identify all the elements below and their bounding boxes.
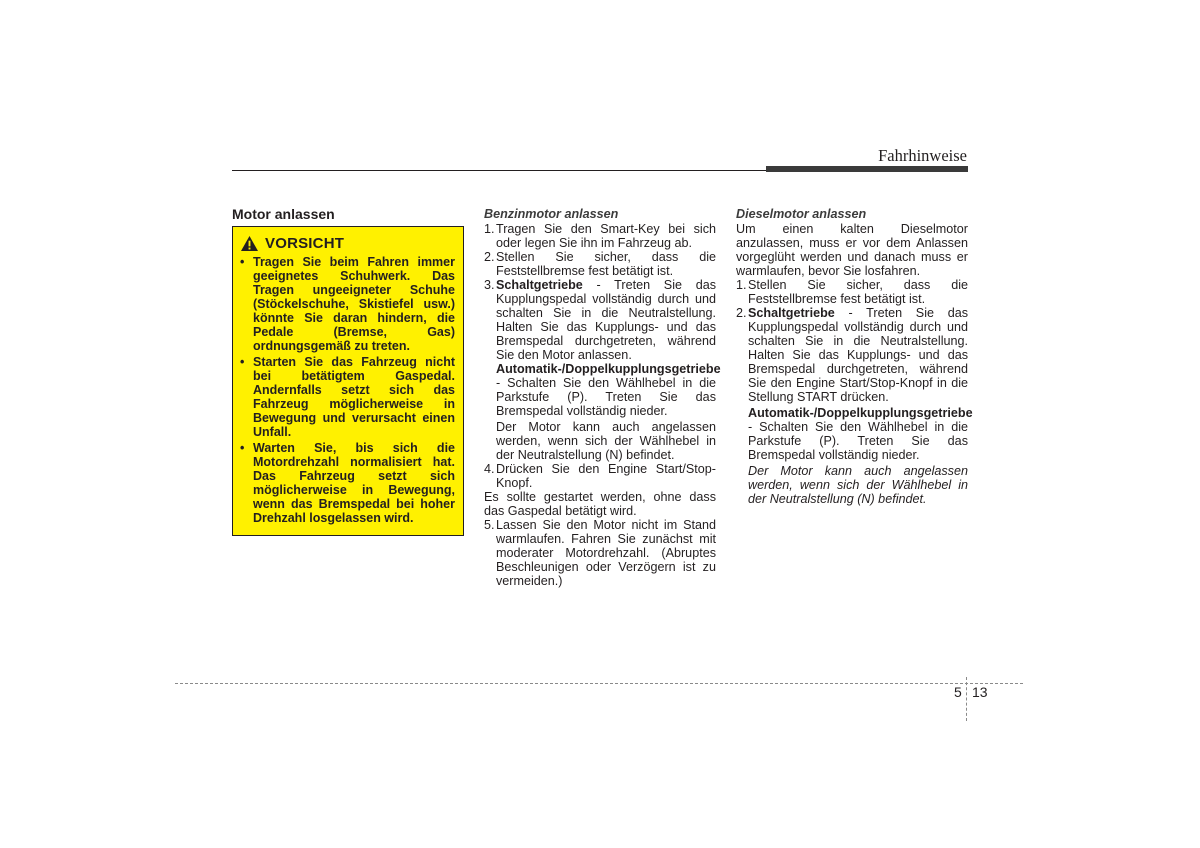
caution-title: VORSICHT [265,234,345,252]
petrol-step-4: 4. Drücken Sie den Engine Start/Stop-Knopf. [484,462,716,490]
petrol-step-1: 1. Tragen Sie den Smart-Key bei sich oder legen Sie ihn im Fahrzeug ab. [484,222,716,250]
automatic-gearbox-label: Automatik-/Doppelkupplungsgetriebe [748,406,973,420]
diesel-automatic: Automatik-/Doppelkupplungsgetriebe - Schalten Sie den Wählhebel in die Parkstufe (P). Treten Sie das Bremspedal vollständig nieder. [748,406,973,462]
page-number: 13 [972,684,988,700]
diesel-step-2: 2. Schaltgetriebe - Treten Sie das Kupplungspedal vollständig durch und schalten Sie in die Neutralstellung. Halten Sie das Kupplungs- und das Bremspedal durchgetreten, während Sie den Engine Start/Stop-Knopf in die Stellung START drücken. [736,306,968,404]
diesel-automatic-note: Der Motor kann auch angelassen werden, wenn sich der Wählhebel in der Neutralstellung (N) befindet. [748,464,968,506]
column-middle [484,207,721,588]
caution-item: • Warten Sie, bis sich die Motordrehzahl normalisiert hat. Das Fahrzeug setzt sich möglicherweise in Bewegung, wenn das Bremspedal bei hoher Drehzahl losgelassen wird. [240,441,455,525]
footer-divider [966,677,967,721]
automatic-gearbox-label: Automatik-/Doppelkupplungsgetriebe [496,362,721,376]
running-header: Fahrhinweise [878,146,967,165]
petrol-note: Es sollte gestartet werden, ohne dass das Gaspedal betätigt wird. [484,490,716,518]
header-rule [232,170,766,171]
column-left [232,207,464,536]
manual-gearbox-label: Schaltgetriebe [748,306,835,320]
caution-list [240,255,455,525]
caution-header [240,235,455,252]
petrol-automatic-note: Der Motor kann auch angelassen werden, wenn sich der Wählhebel in der Neutralstellung (N) befindet. [496,420,716,462]
diesel-subtitle: Dieselmotor anlassen [736,207,867,221]
column-right [736,207,973,506]
footer-rule [175,683,1023,684]
caution-item: • Tragen Sie beim Fahren immer geeignetes Schuhwerk. Das Tragen ungeeigneter Schuhe (Stöckelschuhe, Skistiefel usw.) könnte Sie daran hindern, die Pedale (Bremse, Gas) ordnungsgemäß zu treten. [240,255,455,353]
header-bar [766,166,968,172]
caution-item: • Starten Sie das Fahrzeug nicht bei betätigtem Gaspedal. Andernfalls setzt sich das Fahrzeug möglicherweise in Bewegung und verursacht einen Unfall. [240,355,455,439]
diesel-intro: Um einen kalten Dieselmotor anzulassen, muss er vor dem Anlassen vorgeglüht werden und danach muss er warmlaufen, bevor Sie losfahren. [736,222,968,278]
petrol-step-2: 2. Stellen Sie sicher, dass die Feststellbremse fest betätigt ist. [484,250,716,278]
petrol-automatic: Automatik-/Doppelkupplungsgetriebe - Schalten Sie den Wählhebel in die Parkstufe (P). Treten Sie das Bremspedal vollständig nieder. [496,362,721,418]
petrol-step-5: 5. Lassen Sie den Motor nicht im Stand warmlaufen. Fahren Sie zunächst mit moderater Motordrehzahl. (Abruptes Beschleunigen oder Verzögern ist zu vermeiden.) [484,518,716,588]
manual-gearbox-label: Schaltgetriebe [496,278,583,292]
petrol-subtitle: Benzinmotor anlassen [484,207,619,221]
diesel-step-1: 1. Stellen Sie sicher, dass die Feststellbremse fest betätigt ist. [736,278,968,306]
petrol-step-3: 3. Schaltgetriebe - Treten Sie das Kupplungspedal vollständig durch und schalten Sie in die Neutralstellung. Halten Sie das Kupplungs- und das Bremspedal durchgetreten, während Sie den Motor anlassen. [484,278,716,362]
warning-triangle-icon [240,235,259,252]
caution-box [232,226,464,536]
chapter-number: 5 [954,684,962,700]
section-title: Motor anlassen [232,206,335,222]
